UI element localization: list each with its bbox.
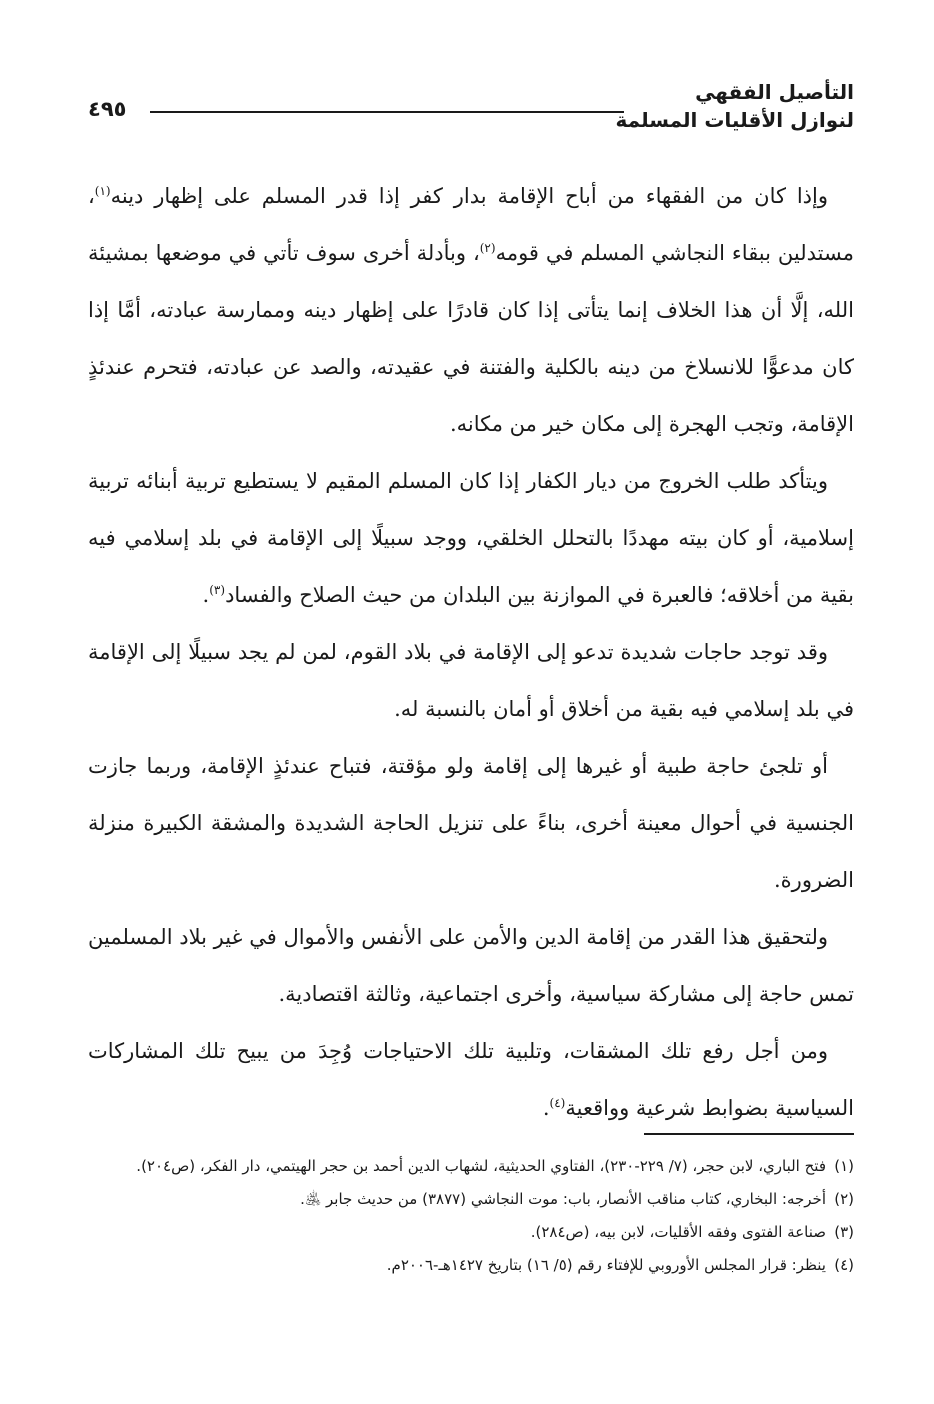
header-rule <box>150 111 624 113</box>
paragraph-4 <box>88 738 854 909</box>
footnote-text: فتح الباري، لابن حجر، (٧/ ٢٢٩-٢٣٠)، الفتاوي الحديثية، لشهاب الدين أحمد بن حجر الهيتمي، دار الفكر، (ص٢٠٤). <box>136 1157 826 1175</box>
book-title-line1: التأصيل الفقهي <box>695 80 854 104</box>
paragraph-text: أو تلجئ حاجة طبية أو غيرها إلى إقامة ولو مؤقتة، فتباح عندئذٍ الإقامة، وربما جازت الجنسية في أحوال معينة أخرى، بناءً على تنزيل الحاجة الشديدة والمشقة الكبيرة منزلة الضرورة. <box>88 754 854 892</box>
footnotes <box>88 1150 854 1282</box>
paragraph-1 <box>88 168 854 453</box>
paragraph-text: . <box>542 1096 550 1120</box>
paragraph-5 <box>88 909 854 1023</box>
paragraph-3 <box>88 624 854 738</box>
paragraph-2 <box>88 453 854 624</box>
footnote-number: (٤) <box>834 1256 854 1274</box>
footnote-text: صناعة الفتوى وفقه الأقليات، لابن بيه، (ص٢٨٤). <box>530 1223 826 1241</box>
footnote-reference[interactable]: (٢) <box>479 241 496 255</box>
paragraph-text: ولتحقيق هذا القدر من إقامة الدين والأمن على الأنفس والأموال في غير بلاد المسلمين تمس حاجة إلى مشاركة سياسية، وأخرى اجتماعية، وثالثة اقتصادية. <box>88 925 854 1006</box>
paragraph-text: ، مستدلين ببقاء النجاشي المسلم في قومه <box>88 184 854 265</box>
footnote-reference[interactable]: (٣) <box>209 583 226 597</box>
footnote-number: (٣) <box>834 1223 854 1241</box>
paragraph-text: ويتأكد طلب الخروج من ديار الكفار إذا كان المسلم المقيم لا يستطيع تربية أبنائه تربية إسلامية، أو كان بيته مهددًا بالتحلل الخلقي، ووجد سبيلًا إلى الإقامة في بلد إسلامي فيه بقية من أخلاقه؛ فالعبرة في الموازنة بين البلدان من حيث الصلاح والفساد <box>88 469 854 607</box>
paragraph-text: ومن أجل رفع تلك المشقات، وتلبية تلك الاحتياجات وُجِدَ من يبيح تلك المشاركات السياسية بضوابط شرعية وواقعية <box>88 1039 854 1120</box>
footnote-text: أخرجه: البخاري، كتاب مناقب الأنصار، باب: موت النجاشي (٣٨٧٧) من حديث جابر ﵁. <box>300 1190 826 1208</box>
main-text <box>88 168 854 1137</box>
paragraph-6 <box>88 1023 854 1137</box>
footnote-1 <box>88 1150 854 1183</box>
footnote-text: ينظر: قرار المجلس الأوروبي للإفتاء رقم (٥/ ١٦) بتاريخ ١٤٢٧هـ-٢٠٠٦م. <box>386 1256 826 1274</box>
footnote-4 <box>88 1249 854 1282</box>
footnote-reference[interactable]: (٤) <box>549 1096 566 1110</box>
footnote-number: (٢) <box>834 1190 854 1208</box>
book-title <box>616 78 854 134</box>
book-title-line2: لنوازل الأقليات المسلمة <box>615 108 854 132</box>
paragraph-text: . <box>202 583 210 607</box>
footnote-divider <box>644 1133 854 1135</box>
footnote-number: (١) <box>834 1157 854 1175</box>
paragraph-text: وقد توجد حاجات شديدة تدعو إلى الإقامة في بلاد القوم، لمن لم يجد سبيلًا إلى الإقامة في بلد إسلامي فيه بقية من أخلاق أو أمان بالنسبة له. <box>88 640 854 721</box>
paragraph-text: وإذا كان من الفقهاء من أباح الإقامة بدار كفر إذا قدر المسلم على إظهار دينه <box>110 184 828 208</box>
footnote-2 <box>88 1183 854 1216</box>
footnote-3 <box>88 1216 854 1249</box>
page-number: ٤٩٥ <box>88 97 127 121</box>
running-header <box>88 78 854 148</box>
paragraph-text: ، وبأدلة أخرى سوف تأتي في موضعها بمشيئة الله، إلَّا أن هذا الخلاف إنما يتأتى إذا كان قادرًا على إظهار دينه وممارسة عبادته، أمَّا إذا كان مدعوًّا للانسلاخ من دينه بالكلية والفتنة في عقيدته، والصد عن عبادته، فتحرم عندئذٍ الإقامة، وتجب الهجرة إلى مكان خير من مكانه. <box>88 241 854 436</box>
footnote-reference[interactable]: (١) <box>94 184 111 198</box>
